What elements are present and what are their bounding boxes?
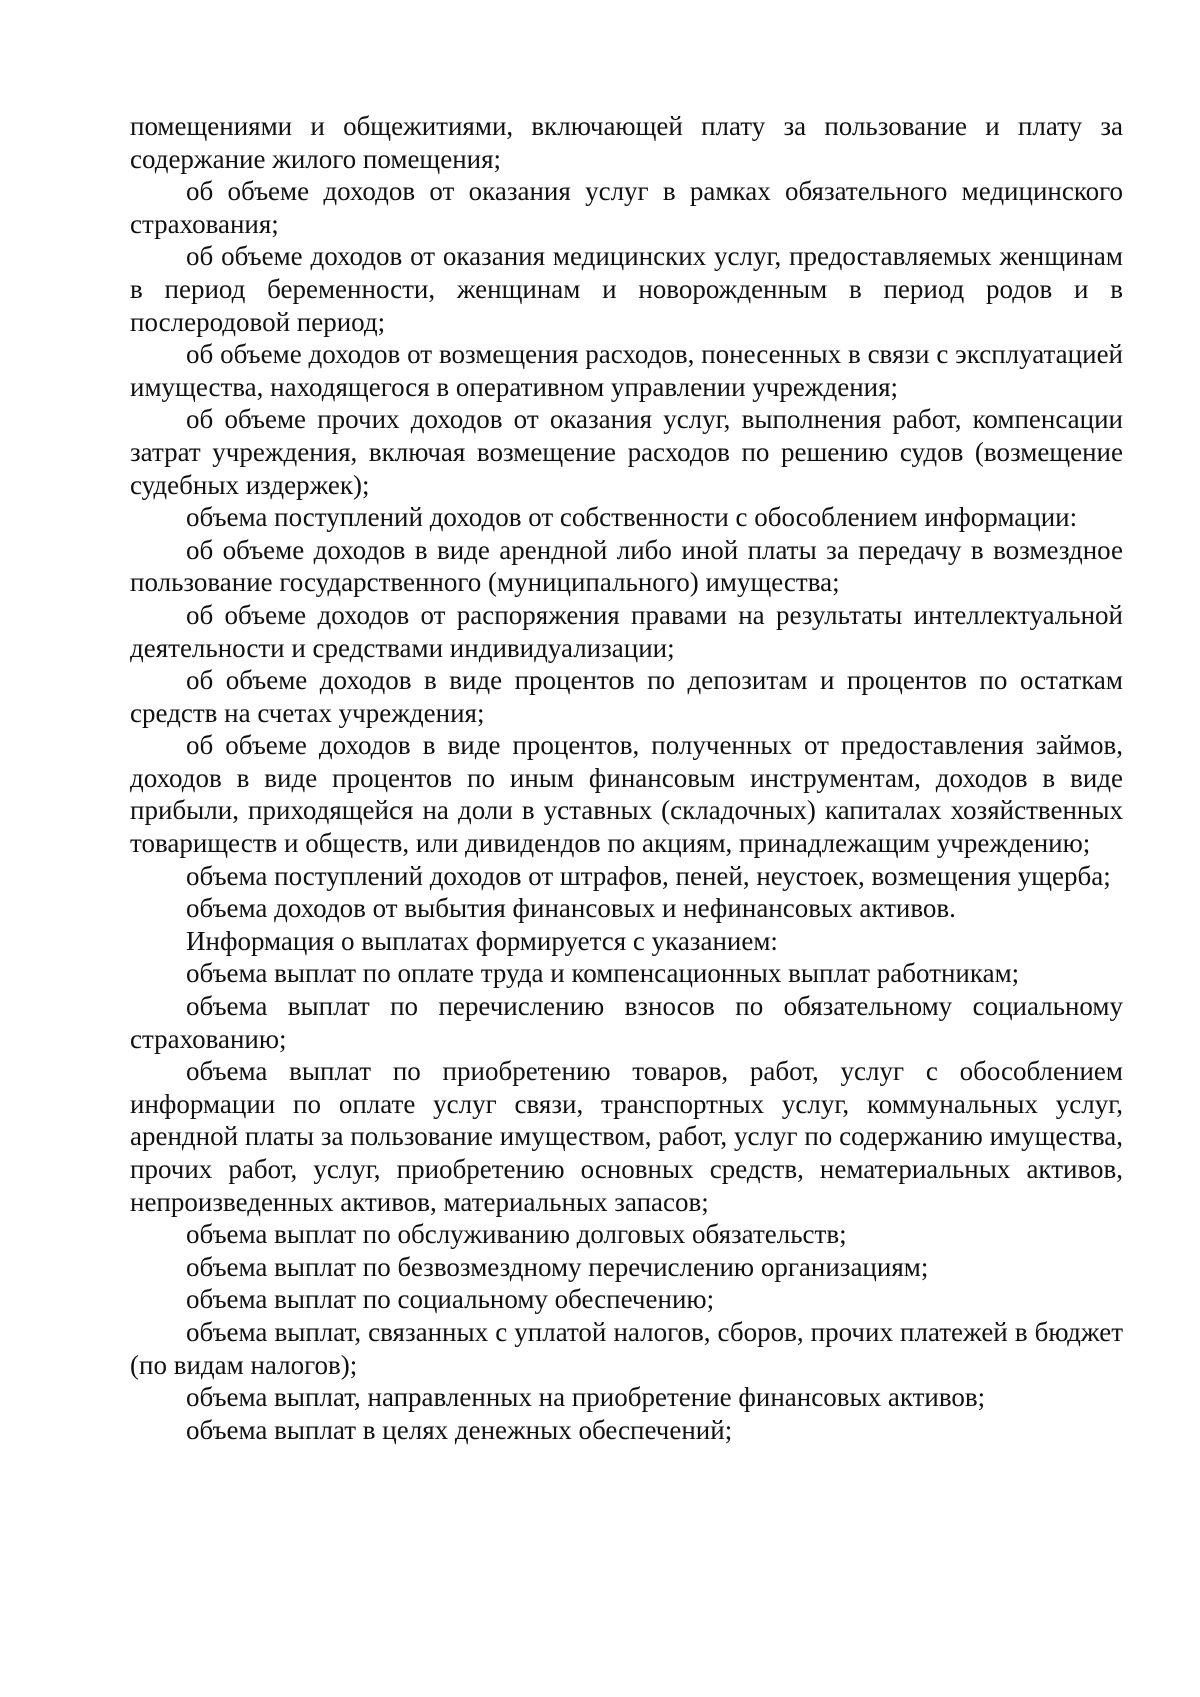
paragraph-fines-income: объема поступлений доходов от штрафов, пеней, неустоек, возмещения ущерба; [186,860,1111,891]
paragraph-deposit-interest: об объеме доходов в виде процентов по депозитам и процентов по остаткам средств на счетах учреждения; [130,665,1123,728]
paragraph-medical-services-income: об объеме доходов от оказания медицинских услуг, предоставляемых женщинам в период беременности, женщинам и новорожденным в период родов и в послеродовой период; [130,241,1123,337]
paragraph-allowance-payments: объема выплат в целях денежных обеспечений; [186,1414,733,1445]
paragraph-wage-payments: объема выплат по оплате труда и компенсационных выплат работникам; [186,958,1020,989]
paragraph-loan-interest: об объеме доходов в виде процентов, полученных от предоставления займов, доходов в виде процентов по иным финансовым инструментам, доходов в виде прибыли, приходящейся на доли в уставных (складочных) капиталах хозяйственных товариществ и обществ, или дивидендов по акциям, принадлежащим учреждению; [130,730,1123,859]
document-page [130,110,1123,1446]
paragraph-continuation: помещениями и общежитиями, включающей плату за пользование и плату за содержание жилого помещения; [130,111,1123,174]
paragraph-debt-payments: объема выплат по обслуживанию долговых обязательств; [186,1219,847,1250]
paragraph-payments-intro: Информация о выплатах формируется с указанием: [186,925,778,956]
paragraph-reimbursement-income: об объеме доходов от возмещения расходов, понесенных в связи с эксплуатацией имущества, находящегося в оперативном управлении учреждения; [130,339,1123,402]
paragraph-social-payments: объема выплат по социальному обеспечению; [186,1284,715,1315]
paragraph-procurement-payments: объема выплат по приобретению товаров, работ, услуг с обособлением информации по оплате услуг связи, транспортных услуг, коммунальных услуг, арендной платы за пользование имуществом, работ, услуг по содержанию имущества, прочих работ, услуг, приобретению основных средств, нематериальных активов, непроизведенных активов, материальных запасов; [130,1056,1123,1217]
paragraph-property-income: объема поступлений доходов от собственности с обособлением информации: [186,502,1078,533]
paragraph-rent-income: об объеме доходов в виде арендной либо иной платы за передачу в возмездное пользование государственного (муниципального) имущества; [130,534,1123,598]
paragraph-financial-asset-payments: объема выплат, направленных на приобретение финансовых активов; [186,1382,986,1413]
paragraph-oms-income: об объеме доходов от оказания услуг в рамках обязательного медицинского страхования; [130,176,1123,239]
paragraph-insurance-payments: объема выплат по перечислению взносов по обязательному социальному страхованию; [130,991,1123,1054]
paragraph-tax-payments: объема выплат, связанных с уплатой налогов, сборов, прочих платежей в бюджет (по видам налогов); [130,1316,1123,1380]
paragraph-transfer-payments: объема выплат по безвозмездному перечислению организациям; [186,1251,929,1282]
paragraph-other-income: об объеме прочих доходов от оказания услуг, выполнения работ, компенсации затрат учреждения, включая возмещение расходов по решению судов (возмещение судебных издержек); [130,404,1123,500]
paragraph-asset-disposal: объема доходов от выбытия финансовых и нефинансовых активов. [186,893,956,924]
paragraph-ip-income: об объеме доходов от распоряжения правами на результаты интеллектуальной деятельности и средствами индивидуализации; [130,599,1123,663]
